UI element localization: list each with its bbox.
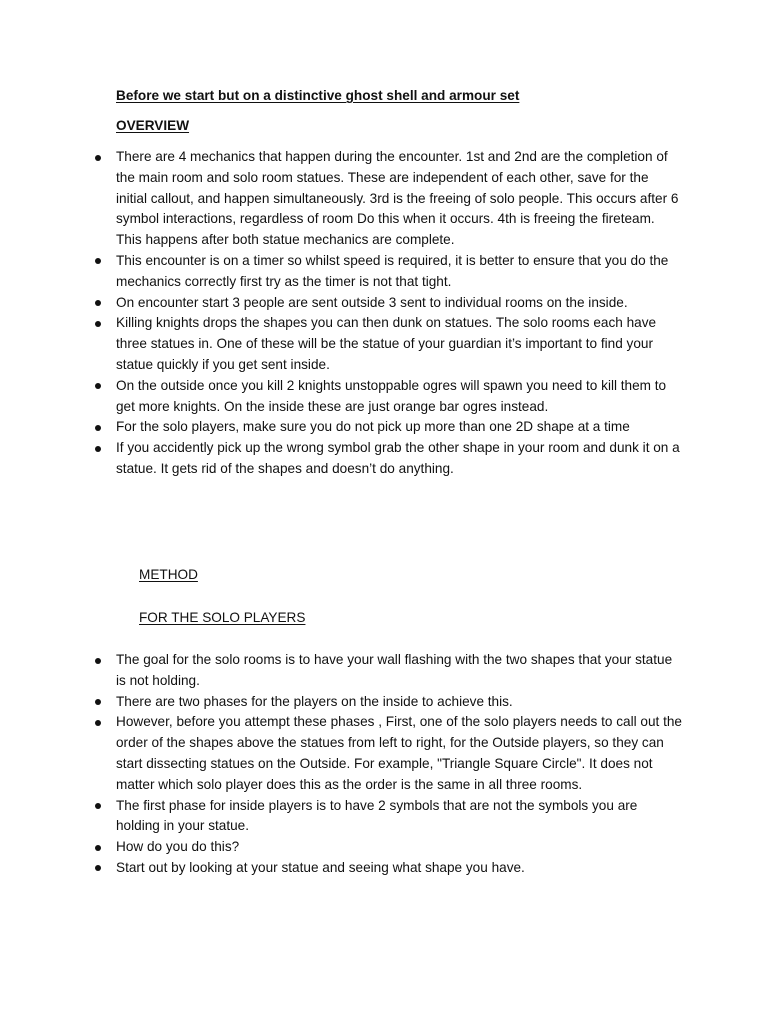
document-title: Before we start but on a distinctive ghost shell and armour set bbox=[116, 88, 520, 103]
overview-list bbox=[116, 147, 682, 480]
list-item-text: For the solo players, make sure you do not pick up more than one 2D shape at a time bbox=[116, 419, 630, 435]
list-item bbox=[116, 376, 682, 418]
list-item bbox=[116, 712, 682, 795]
list-item bbox=[116, 438, 682, 480]
bullet-icon bbox=[95, 155, 101, 161]
bullet-icon bbox=[95, 720, 101, 726]
list-item bbox=[116, 837, 682, 858]
list-item-text: There are 4 mechanics that happen during the encounter. 1st and 2nd are the completion of the main room and solo room statues. These are independent of each other, save for the initial callout, and happen simultaneously. 3rd is the freeing of solo people. This occurs after 6 symbol interactions, regardless of room Do this when it occurs. 4th is freeing the fireteam. This happens after both statue mechanics are complete. bbox=[116, 149, 679, 248]
list-item bbox=[116, 147, 682, 251]
solo-players-heading: FOR THE SOLO PLAYERS bbox=[139, 610, 306, 625]
list-item bbox=[116, 313, 682, 375]
list-item-text: On the outside once you kill 2 knights unstoppable ogres will spawn you need to kill them to get more knights. On the inside these are just orange bar ogres instead. bbox=[116, 377, 667, 414]
list-item-text: This encounter is on a timer so whilst speed is required, it is better to ensure that you do the mechanics correctly first try as the timer is not that tight. bbox=[116, 252, 669, 289]
list-item bbox=[116, 692, 682, 713]
list-item-text: Killing knights drops the shapes you can then dunk on statues. The solo rooms each have three statues in. One of these will be the statue of your guardian it’s important to find your statue quickly if you get sent inside. bbox=[116, 315, 657, 372]
list-item-text: However, before you attempt these phases , First, one of the solo players needs to call out the order of the shapes above the statues from left to right, for the Outside players, so they can start dissecting statues on the Outside. For example, "Triangle Square Circle". It does not matter which solo player does this as the order is the same in all three rooms. bbox=[116, 714, 682, 792]
bullet-icon bbox=[95, 803, 101, 809]
list-item bbox=[116, 858, 682, 879]
method-heading: METHOD bbox=[139, 567, 198, 582]
bullet-icon bbox=[95, 258, 101, 264]
list-item-text: The goal for the solo rooms is to have your wall flashing with the two shapes that your statue is not holding. bbox=[116, 652, 673, 688]
solo-players-list bbox=[116, 650, 682, 879]
list-item-text: Start out by looking at your statue and seeing what shape you have. bbox=[116, 859, 525, 875]
list-item bbox=[116, 650, 682, 692]
list-item-text: There are two phases for the players on the inside to achieve this. bbox=[116, 693, 513, 709]
bullet-icon bbox=[95, 425, 101, 431]
list-item-text: On encounter start 3 people are sent outside 3 sent to individual rooms on the inside. bbox=[116, 294, 628, 310]
bullet-icon bbox=[95, 446, 101, 452]
bullet-icon bbox=[95, 300, 101, 306]
overview-heading: OVERVIEW bbox=[116, 118, 190, 133]
list-item bbox=[116, 417, 682, 438]
list-item-text: If you accidently pick up the wrong symbol grab the other shape in your room and dunk it on a statue. It gets rid of the shapes and doesn’t do anything. bbox=[116, 440, 680, 476]
list-item-text: How do you do this? bbox=[116, 839, 240, 855]
bullet-icon bbox=[95, 865, 101, 871]
bullet-icon bbox=[95, 383, 101, 389]
list-item bbox=[116, 293, 682, 314]
bullet-icon bbox=[95, 321, 101, 327]
bullet-icon bbox=[95, 658, 101, 664]
bullet-icon bbox=[95, 845, 101, 851]
list-item bbox=[116, 796, 682, 838]
list-item bbox=[116, 251, 682, 293]
list-item-text: The first phase for inside players is to have 2 symbols that are not the symbols you are holding in your statue. bbox=[116, 797, 638, 834]
bullet-icon bbox=[95, 699, 101, 705]
